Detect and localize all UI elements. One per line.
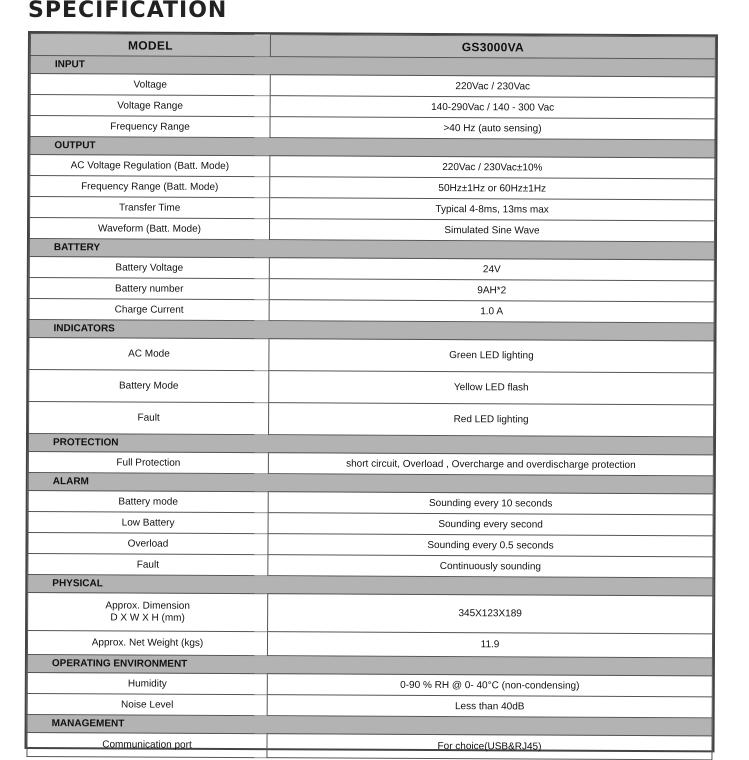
spec-value: 1.0 A (269, 300, 714, 323)
spec-label (28, 593, 268, 632)
table-row (27, 733, 712, 760)
spec-value: Typical 4-8ms, 13ms max (270, 198, 715, 221)
spec-label: Transfer Time (30, 197, 270, 219)
spec-value: For choice(USB&RJ45) (267, 734, 712, 760)
section-title: INPUT (30, 56, 715, 77)
spec-label: Charge Current (29, 299, 269, 321)
spec-label: Frequency Range (Batt. Mode) (30, 176, 270, 198)
spec-label: Full Protection (28, 452, 268, 474)
spec-label: Low Battery (28, 512, 268, 534)
spec-label: Voltage (30, 74, 270, 96)
spec-label: Waveform (Batt. Mode) (29, 218, 269, 240)
spec-value: 9AH*2 (269, 279, 714, 302)
spec-value: Sounding every 10 seconds (268, 492, 713, 515)
spec-label: AC Mode (29, 338, 269, 371)
table-row (29, 338, 714, 373)
spec-label: Communication port (27, 733, 267, 758)
spec-label-line2: D X W X H (mm) (110, 611, 185, 624)
section-title: PHYSICAL (28, 575, 713, 596)
spec-label: Overload (28, 533, 268, 555)
model-value: GS3000VA (270, 35, 715, 59)
spec-label: AC Voltage Regulation (Batt. Mode) (30, 155, 270, 177)
spec-value: short circuit, Overload , Overcharge and overdischarge protection (268, 453, 713, 476)
section-title: INDICATORS (29, 320, 714, 341)
spec-value: Sounding every 0.5 seconds (268, 534, 713, 557)
spec-value: Less than 40dB (267, 695, 712, 718)
spec-value: 24V (269, 258, 714, 281)
spec-value: Green LED lighting (269, 339, 714, 373)
spec-label: Frequency Range (30, 116, 270, 138)
spec-label: Voltage Range (30, 95, 270, 117)
section-title: OUTPUT (30, 137, 715, 158)
spec-label: Battery number (29, 278, 269, 300)
spec-label: Humidity (27, 673, 267, 695)
spec-value: 220Vac / 230Vac±10% (270, 156, 715, 179)
section-title: ALARM (28, 473, 713, 494)
spec-label: Battery mode (28, 491, 268, 513)
spec-value: Simulated Sine Wave (269, 219, 714, 242)
spec-value: >40 Hz (auto sensing) (270, 117, 715, 140)
model-label: MODEL (30, 34, 270, 57)
spec-table (26, 33, 716, 760)
spec-value: 50Hz±1Hz or 60Hz±1Hz (270, 177, 715, 200)
spec-label: Battery Voltage (29, 257, 269, 279)
spec-value: 11.9 (267, 632, 712, 658)
spec-value: 220Vac / 230Vac (270, 75, 715, 98)
section-title: BATTERY (29, 239, 714, 260)
spec-value: Yellow LED flash (269, 371, 714, 405)
spec-value: Sounding every second (268, 513, 713, 536)
spec-table-container (24, 31, 718, 752)
table-row (27, 631, 712, 658)
spec-label-line1: Approx. Dimension (105, 599, 190, 612)
spec-label: Battery Mode (29, 370, 269, 403)
spec-label: Fault (29, 402, 269, 435)
spec-label: Noise Level (27, 694, 267, 716)
page-title: SPECIFICATION (28, 0, 228, 23)
section-title: PROTECTION (28, 434, 713, 455)
spec-value: Continuously sounding (268, 555, 713, 578)
table-row (28, 593, 713, 634)
table-row (29, 402, 714, 437)
spec-value: 345X123X189 (268, 594, 713, 634)
section-title: OPERATING ENVIRONMENT (27, 655, 712, 676)
section-title: MANAGEMENT (27, 715, 712, 736)
table-row (29, 370, 714, 405)
spec-value: 0-90 % RH @ 0- 40°C (non-condensing) (267, 674, 712, 697)
spec-label: Fault (28, 554, 268, 576)
spec-value: Red LED lighting (269, 403, 714, 437)
spec-value: 140-290Vac / 140 - 300 Vac (270, 96, 715, 119)
spec-label: Approx. Net Weight (kgs) (27, 631, 267, 656)
